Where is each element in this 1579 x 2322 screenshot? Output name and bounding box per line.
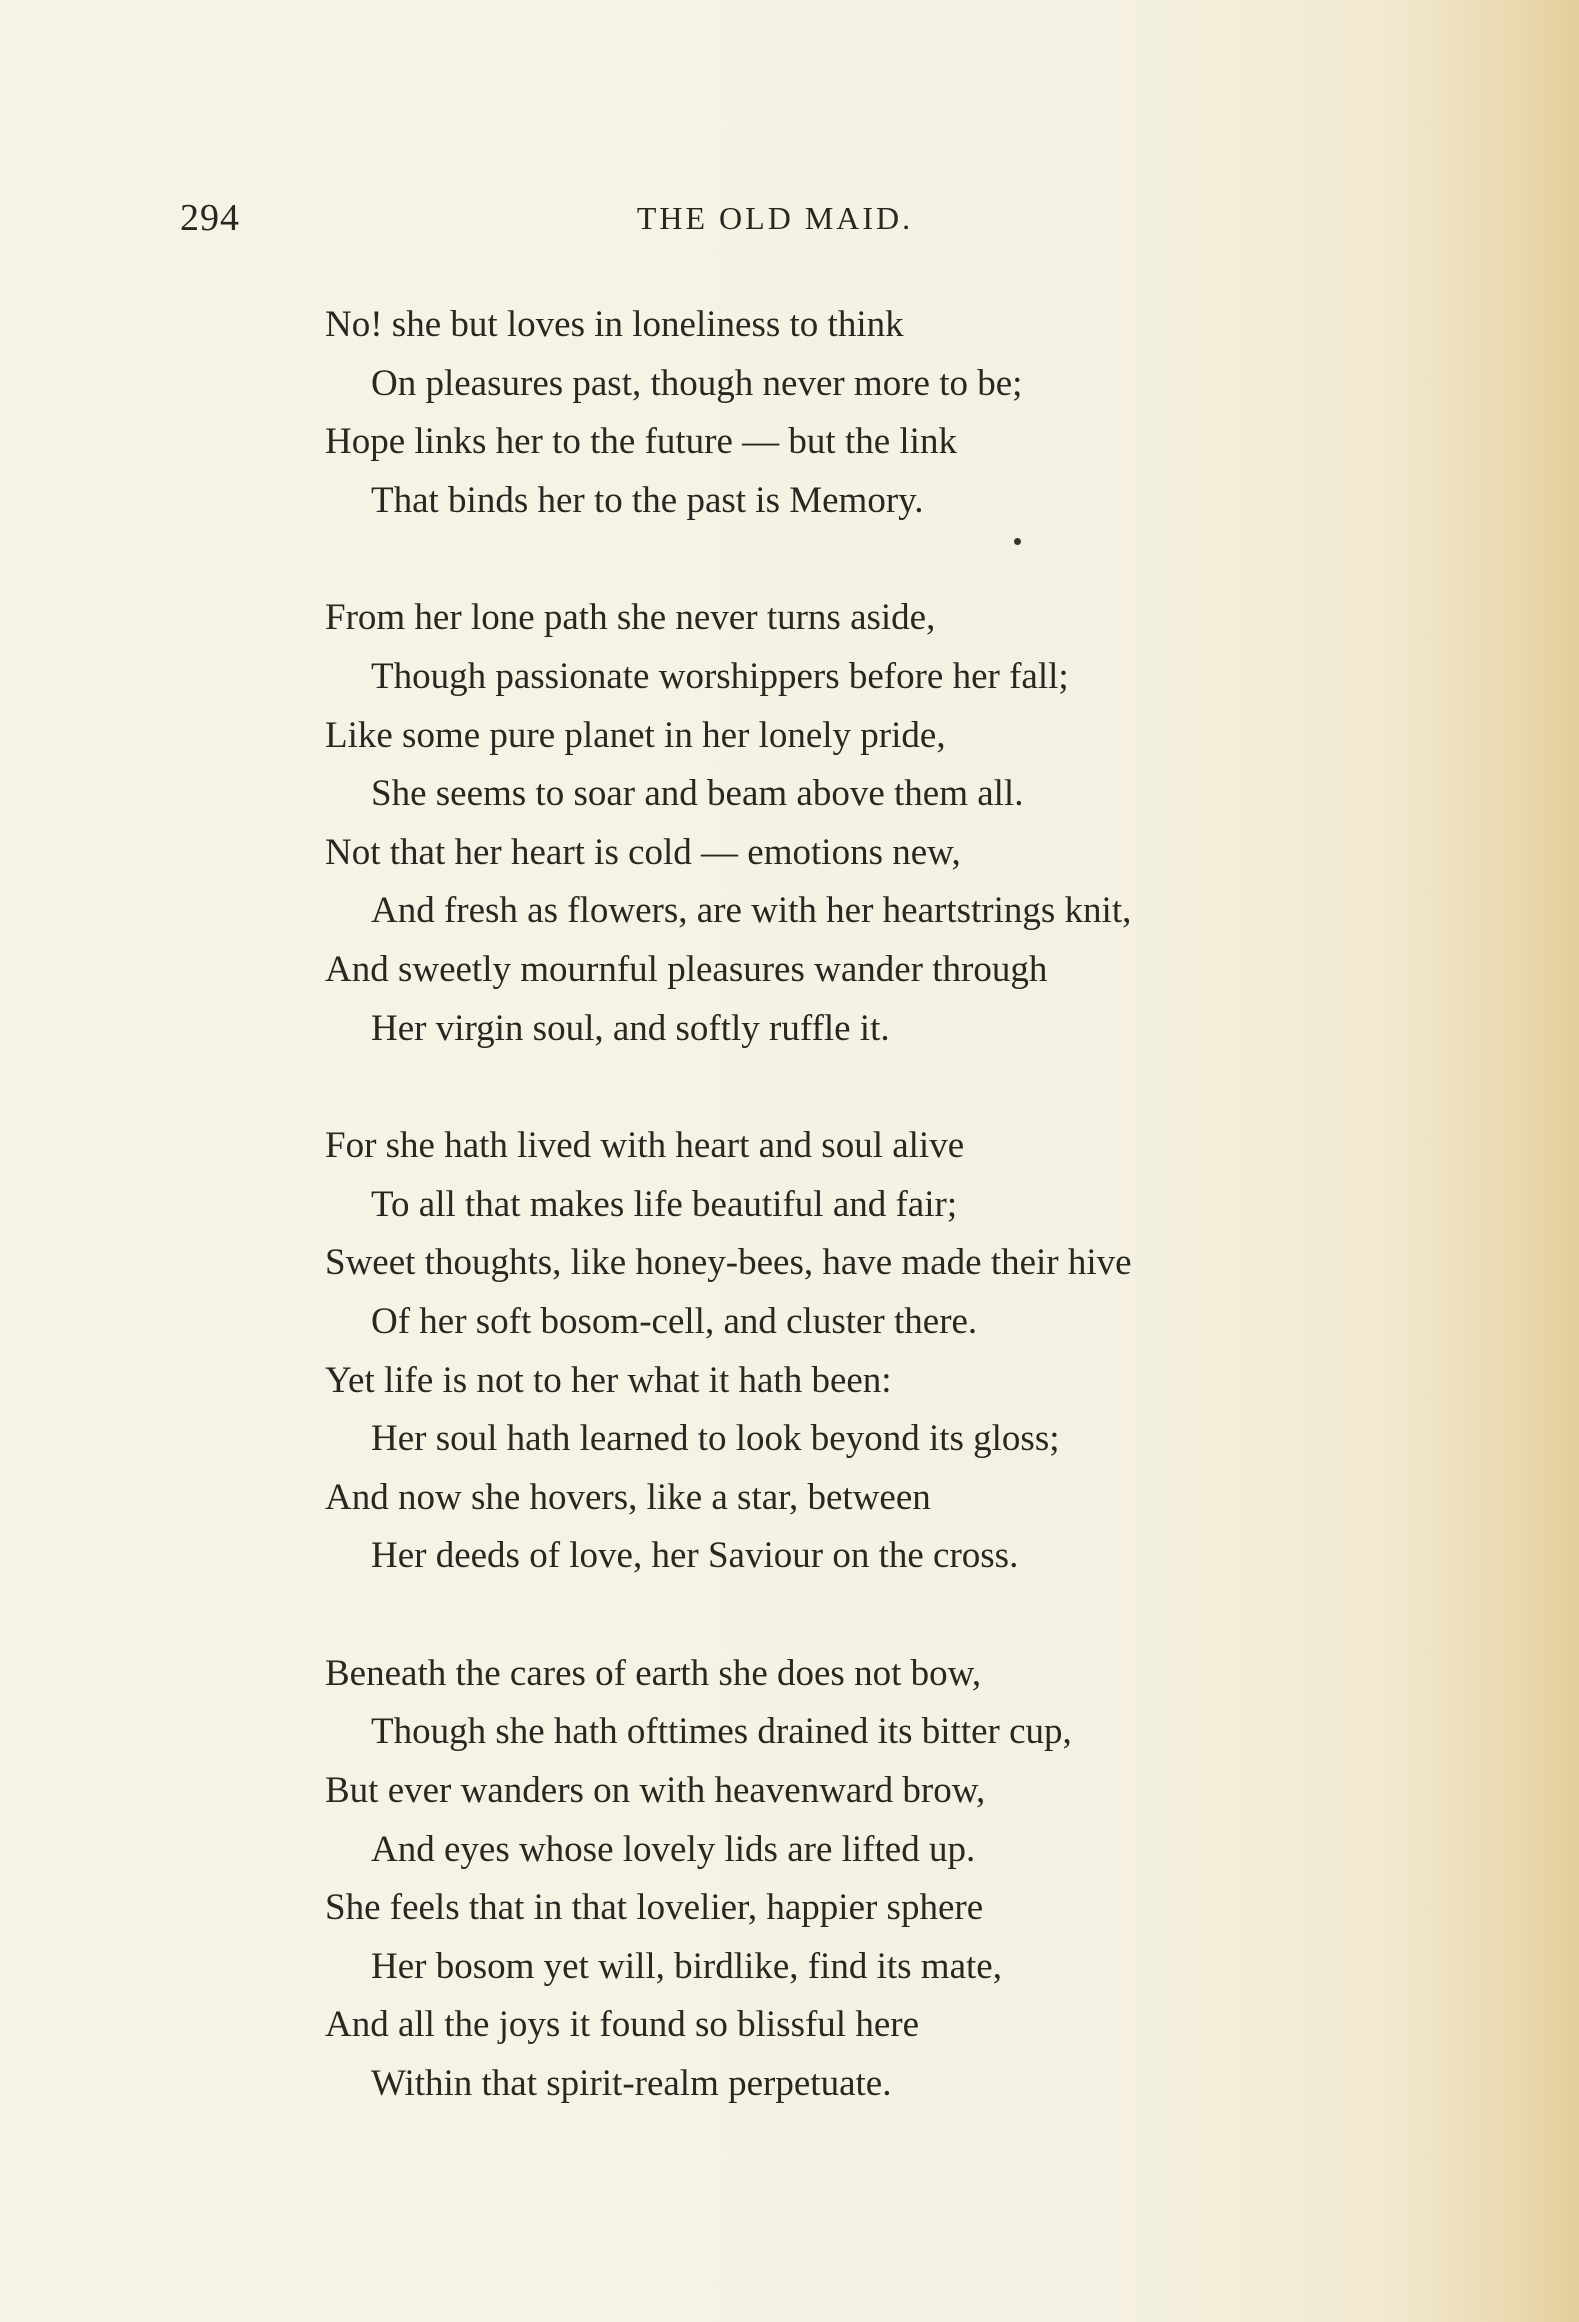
poem-line: And fresh as flowers, are with her heartstrings knit, — [371, 890, 1132, 932]
stanza — [325, 296, 1445, 530]
poem-line: Sweet thoughts, like honey-bees, have made their hive — [325, 1242, 1132, 1284]
poem-line: From her lone path she never turns aside, — [325, 597, 936, 639]
poem-body — [325, 296, 1445, 2173]
poem-line: To all that makes life beautiful and fair; — [371, 1183, 958, 1225]
poem-line: But ever wanders on with heavenward brow, — [325, 1770, 986, 1812]
poem-line: Of her soft bosom-cell, and cluster there. — [371, 1300, 978, 1342]
poem-line: Though passionate worshippers before her fall; — [371, 655, 1069, 697]
poem-line: No! she but loves in loneliness to think — [325, 304, 904, 345]
page-header — [180, 196, 1410, 246]
poem-line: Like some pure planet in her lonely pride, — [325, 714, 946, 756]
stanza — [325, 1645, 1445, 2114]
poem-line: She feels that in that lovelier, happier sphere — [325, 1887, 984, 1929]
poem-line: Beneath the cares of earth she does not bow, — [325, 1652, 982, 1694]
stanza — [325, 1117, 1445, 1586]
poem-line: Within that spirit-realm perpetuate. — [371, 2063, 892, 2105]
poem-line: And all the joys it found so blissful here — [325, 2004, 919, 2046]
stanza — [325, 589, 1445, 1058]
page-number: 294 — [180, 197, 240, 239]
poem-line: Her bosom yet will, birdlike, find its mate, — [371, 1945, 1002, 1987]
poem-line: Her virgin soul, and softly ruffle it. — [371, 1007, 890, 1049]
poem-line: And now she hovers, like a star, between — [325, 1476, 931, 1518]
poem-line: And eyes whose lovely lids are lifted up. — [371, 1828, 976, 1870]
poem-line: Hope links her to the future — but the link — [325, 421, 957, 463]
poem-line: And sweetly mournful pleasures wander through — [325, 948, 1048, 990]
poem-line: For she hath lived with heart and soul alive — [325, 1125, 965, 1167]
poem-line: She seems to soar and beam above them all. — [371, 773, 1024, 815]
poem-line: On pleasures past, though never more to be; — [371, 362, 1023, 404]
running-head: THE OLD MAID. — [636, 200, 914, 236]
poem-line: Not that her heart is cold — emotions new, — [325, 831, 961, 873]
poem-line: Yet life is not to her what it hath been: — [325, 1359, 892, 1401]
poem-line: Her deeds of love, her Saviour on the cross. — [371, 1535, 1019, 1577]
poem-line: Her soul hath learned to look beyond its gloss; — [371, 1418, 1060, 1460]
poem-line: Though she hath ofttimes drained its bitter cup, — [371, 1711, 1072, 1753]
poem-line: That binds her to the past is Memory. — [371, 479, 924, 521]
